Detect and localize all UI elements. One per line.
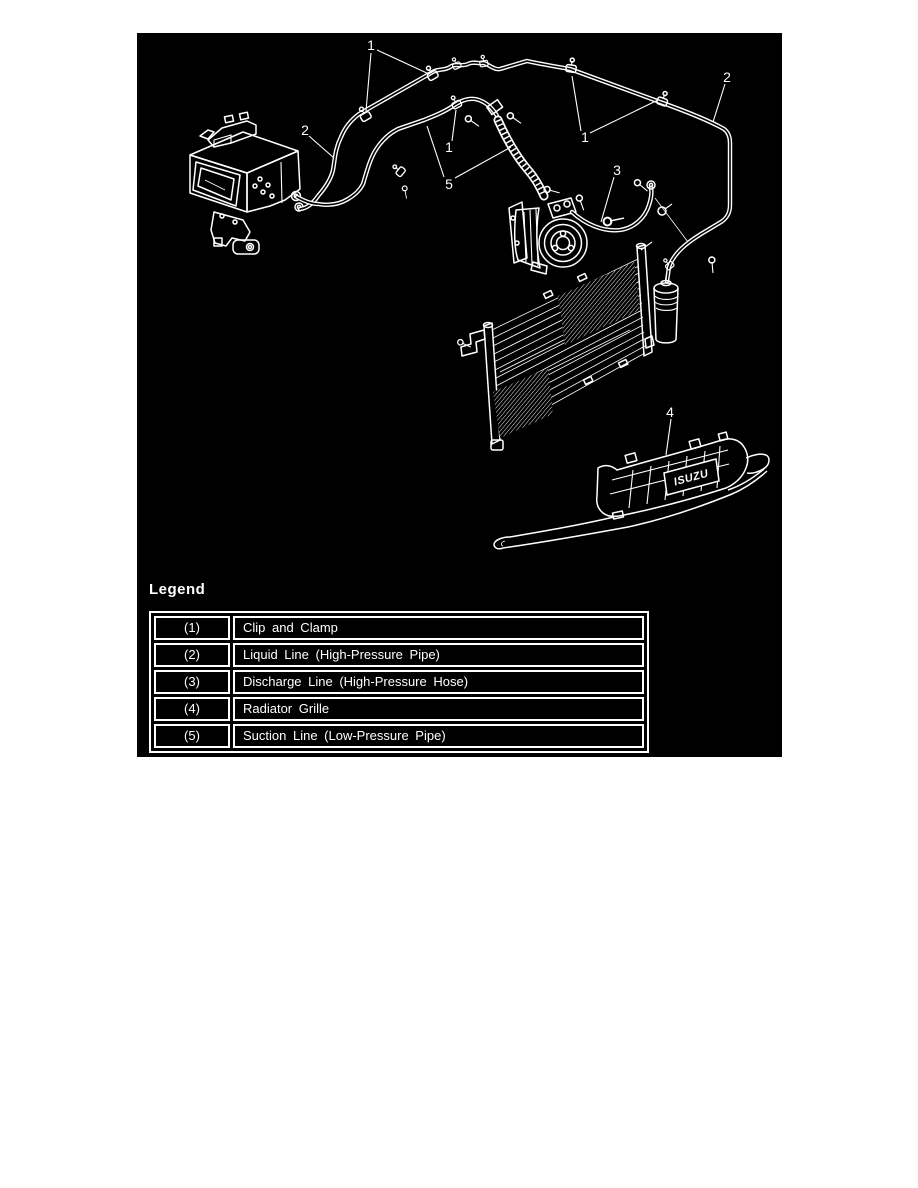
callout-5: 5 xyxy=(445,176,453,192)
diagram-panel xyxy=(137,33,782,757)
legend-row-number: (1) xyxy=(154,616,230,640)
legend-row xyxy=(154,670,644,694)
legend-title: Legend xyxy=(149,581,206,598)
legend-row-number: (5) xyxy=(154,724,230,748)
legend-row-description: Radiator Grille xyxy=(233,697,644,721)
evaporator-unit xyxy=(190,112,303,254)
legend-row xyxy=(154,697,644,721)
legend-row-description: Suction Line (Low-Pressure Pipe) xyxy=(233,724,644,748)
discharge-hose xyxy=(572,181,688,242)
radiator-grille xyxy=(494,432,769,549)
legend-row xyxy=(154,616,644,640)
callout-4: 4 xyxy=(666,404,674,420)
legend-row xyxy=(154,724,644,748)
legend-table xyxy=(149,611,649,753)
callout-3: 3 xyxy=(613,162,621,178)
callout-1-top: 1 xyxy=(367,37,375,53)
legend-row-number: (4) xyxy=(154,697,230,721)
legend-row xyxy=(154,643,644,667)
compressor xyxy=(509,198,587,274)
callout-1-center: 1 xyxy=(581,129,589,145)
legend-row-description: Clip and Clamp xyxy=(233,616,644,640)
isuzu-logo: ISUZU xyxy=(672,467,710,489)
legend-row-description: Discharge Line (High-Pressure Hose) xyxy=(233,670,644,694)
legend-row-number: (3) xyxy=(154,670,230,694)
condenser xyxy=(461,242,652,450)
callout-1-mid: 1 xyxy=(445,139,453,155)
callout-2-right: 2 xyxy=(723,69,731,85)
legend-row-number: (2) xyxy=(154,643,230,667)
legend-row-description: Liquid Line (High-Pressure Pipe) xyxy=(233,643,644,667)
callout-2-left: 2 xyxy=(301,122,309,138)
